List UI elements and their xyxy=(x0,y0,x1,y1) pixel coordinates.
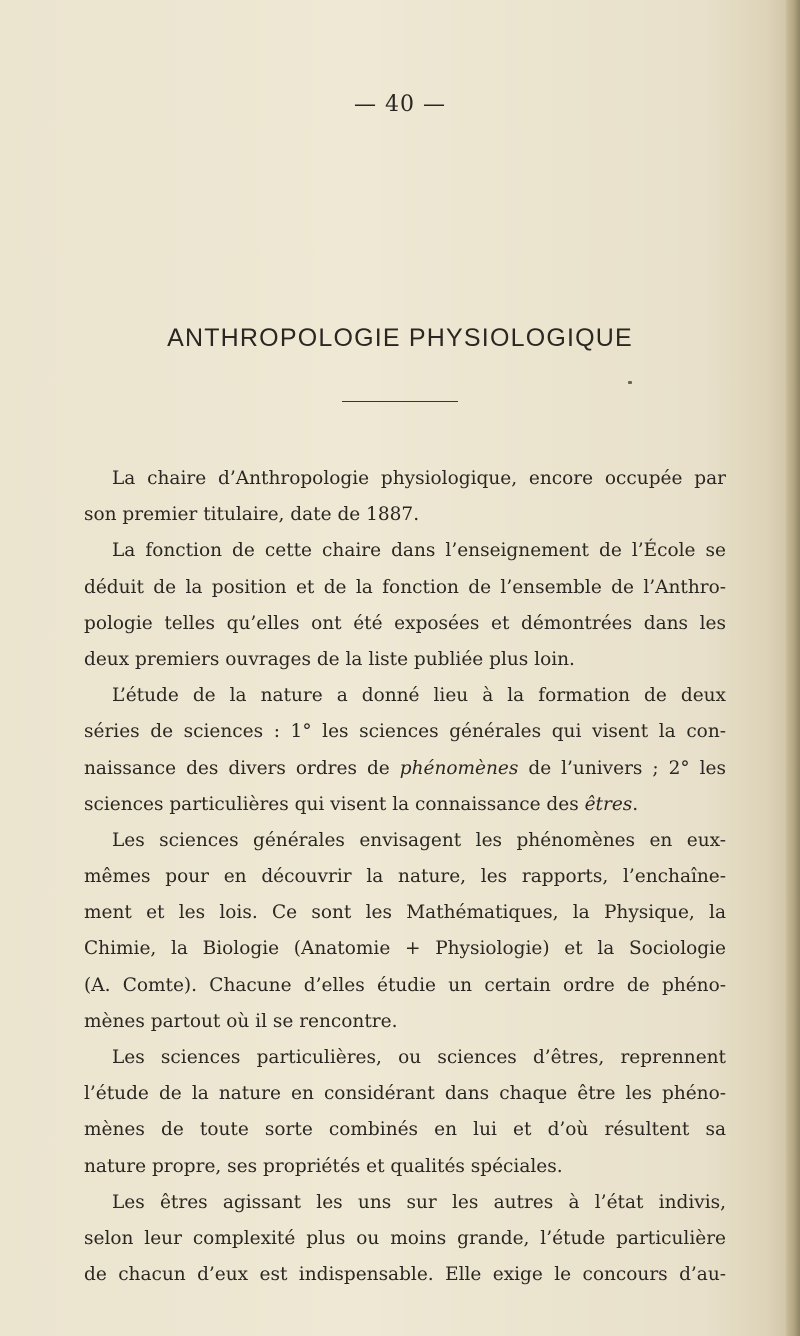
text-segment: déduit de la position et de la fonction de l’ensemble de l’Anthro- xyxy=(84,576,726,598)
paragraph xyxy=(84,823,726,1040)
text-line xyxy=(84,1221,726,1257)
text-line xyxy=(84,678,726,714)
text-line xyxy=(84,714,726,750)
text-line xyxy=(84,606,726,642)
text-line xyxy=(84,968,726,1004)
text-segment: L’étude de la nature a donné lieu à la formation de deux xyxy=(112,685,726,707)
text-line xyxy=(84,751,726,787)
text-segment: deux premiers ouvrages de la liste publiée plus loin. xyxy=(84,648,575,670)
text-segment: l’étude de la nature en considérant dans chaque être les phéno- xyxy=(84,1083,726,1105)
text-segment: nature propre, ses propriétés et qualités spéciales. xyxy=(84,1155,563,1177)
text-segment: Chimie, la Biologie (Anatomie + Physiologie) et la Sociologie xyxy=(84,938,726,960)
paragraph xyxy=(84,1185,726,1294)
text-line xyxy=(84,895,726,931)
text-segment: (A. Comte). Chacune d’elles étudie un certain ordre de phéno- xyxy=(84,974,726,996)
text-segment: sciences particulières qui visent la connaissance des xyxy=(84,793,585,815)
paragraph xyxy=(84,678,726,823)
paragraph xyxy=(84,533,726,678)
text-line xyxy=(84,497,726,533)
body-text xyxy=(84,461,726,1293)
text-segment: ment et les lois. Ce sont les Mathématiques, la Physique, la xyxy=(84,902,726,924)
italic-term: êtres xyxy=(584,793,633,815)
text-segment: pologie telles qu’elles ont été exposées et démontrées dans les xyxy=(84,612,726,634)
text-line xyxy=(84,787,726,823)
text-segment: de l’univers ; 2° les xyxy=(518,757,727,779)
text-line xyxy=(84,570,726,606)
page-edge-shadow xyxy=(786,0,800,1336)
page-number: — 40 — xyxy=(354,92,446,117)
text-segment: La chaire d’Anthropologie physiologique, encore occupée par xyxy=(112,468,726,489)
text-segment: son premier titulaire, date de 1887. xyxy=(84,504,420,526)
text-line xyxy=(84,533,726,569)
text-segment: selon leur complexité plus ou moins grande, l’étude particulière xyxy=(84,1227,726,1249)
text-segment: Les sciences particulières, ou sciences d’êtres, reprennent xyxy=(112,1047,726,1068)
text-line xyxy=(84,642,726,678)
text-line xyxy=(84,931,726,967)
text-segment: mènes de toute sorte combinés en lui et d’où résultent sa xyxy=(84,1119,726,1141)
text-segment: mêmes pour en découvrir la nature, les rapports, l’enchaîne- xyxy=(84,866,726,888)
text-segment: naissance des divers ordres de xyxy=(84,757,400,779)
text-line xyxy=(84,859,726,895)
text-line xyxy=(84,1185,726,1221)
text-line xyxy=(84,1076,726,1112)
text-line xyxy=(84,1149,726,1185)
text-line xyxy=(84,823,726,859)
text-line xyxy=(84,461,726,497)
print-speck xyxy=(628,381,632,384)
paragraph xyxy=(84,1040,726,1185)
text-line xyxy=(84,1004,726,1040)
text-line xyxy=(84,1040,726,1076)
chapter-title: ANTHROPOLOGIE PHYSIOLOGIQUE xyxy=(167,324,633,352)
text-segment: La fonction de cette chaire dans l’enseignement de l’École se xyxy=(112,540,726,562)
text-segment: Les sciences générales envisagent les phénomènes en eux- xyxy=(112,829,726,851)
text-segment: Les êtres agissant les uns sur les autres à l’état indivis, xyxy=(112,1191,726,1213)
text-line xyxy=(84,1112,726,1148)
text-segment: . xyxy=(632,793,639,815)
text-segment: mènes partout où il se rencontre. xyxy=(84,1010,398,1032)
title-separator-rule xyxy=(342,401,458,402)
text-segment: séries de sciences : 1° les sciences générales qui visent la con- xyxy=(84,721,726,743)
paragraph xyxy=(84,461,726,533)
text-line xyxy=(84,1257,726,1293)
text-segment: de chacun d’eux est indispensable. Elle exige le concours d’au- xyxy=(84,1264,726,1286)
italic-term: phénomènes xyxy=(399,757,519,779)
